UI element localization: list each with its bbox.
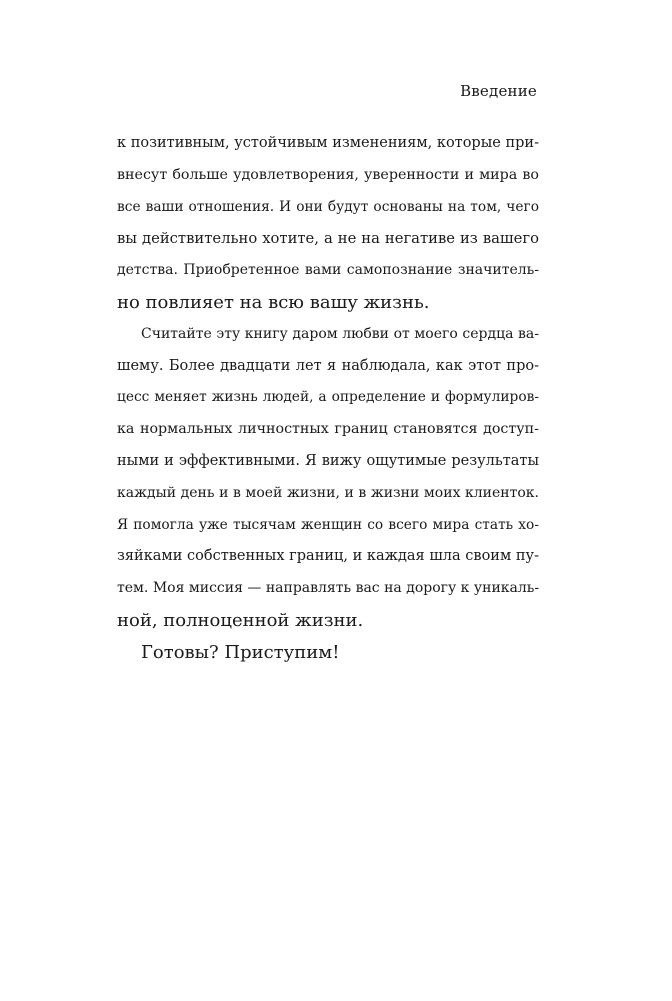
text-line: ными и эффективными. Я вижу ощутимые результаты xyxy=(117,452,539,469)
text-line: вы действительно хотите, а не на негативе из вашего xyxy=(117,230,539,248)
text-line: внесут больше удовлетворения, уверенности и мира во xyxy=(117,166,539,183)
text-line: детства. Приобретенное вами самопознание значитель- xyxy=(117,262,539,279)
text-line: Готовы? Приступим! xyxy=(141,641,340,663)
text-line: зяйками собственных границ, и каждая шла своим пу- xyxy=(117,548,539,565)
text-line: Я помогла уже тысячам женщин со всего мира стать хо- xyxy=(117,516,539,533)
text-line: все ваши отношения. И они будут основаны на том, чего xyxy=(117,198,539,215)
text-line: Считайте эту книгу даром любви от моего сердца ва- xyxy=(141,325,539,342)
text-line: к позитивным, устойчивым изменениям, которые при- xyxy=(117,135,539,151)
text-line: тем. Моя миссия — направлять вас на дорогу к уникаль- xyxy=(117,580,540,597)
text-line: ной, полноценной жизни. xyxy=(117,609,364,631)
text-line: цесс меняет жизнь людей, а определение и формулиров- xyxy=(117,389,539,406)
text-line: каждый день и в моей жизни, и в жизни моих клиенток. xyxy=(117,484,539,501)
running-head: Введение xyxy=(460,82,537,100)
body-text xyxy=(117,128,539,669)
text-line: ка нормальных личностных границ становятся доступ- xyxy=(117,421,539,438)
text-line: шему. Более двадцати лет я наблюдала, как этот про- xyxy=(117,357,539,374)
text-line: но повлияет на всю вашу жизнь. xyxy=(117,291,430,313)
